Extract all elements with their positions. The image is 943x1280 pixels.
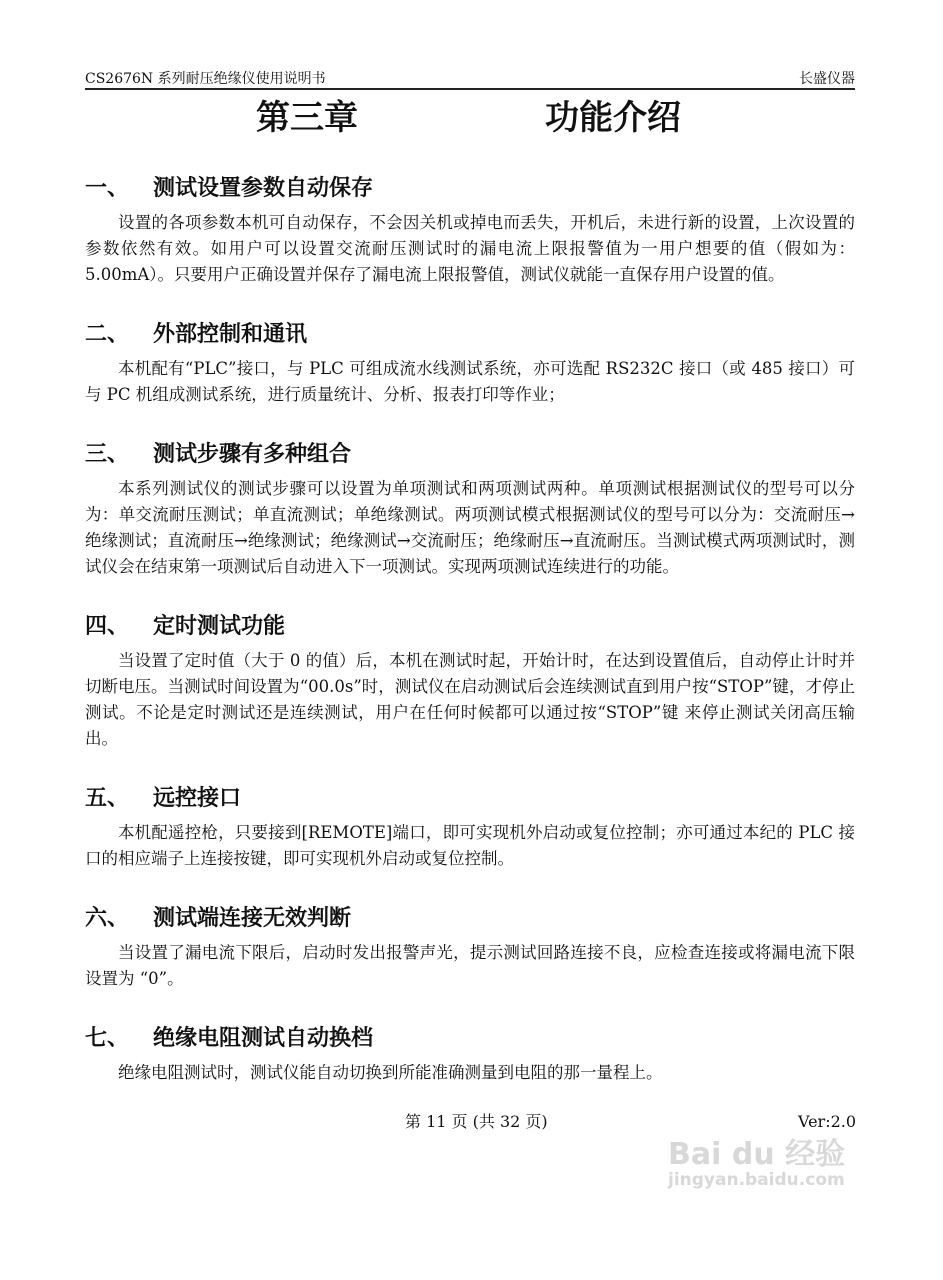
- section-1: [85, 174, 855, 288]
- section-heading: [85, 1024, 855, 1054]
- header-doc-title: CS2676N 系列耐压绝缘仪使用说明书: [85, 71, 326, 87]
- section-title: 远控接口: [153, 786, 242, 811]
- header-company: 长盛仪器: [799, 71, 855, 87]
- section-heading: [85, 612, 855, 642]
- section-heading: [85, 174, 855, 204]
- section-5: [85, 784, 855, 872]
- section-number: 五、: [85, 786, 130, 811]
- section-title: 测试设置参数自动保存: [153, 176, 374, 201]
- section-heading: [85, 440, 855, 470]
- section-title: 定时测试功能: [153, 614, 286, 639]
- watermark-url: jingyan.baidu.com: [668, 1170, 845, 1190]
- section-title: 测试端连接无效判断: [153, 906, 352, 931]
- page-footer: [85, 1110, 855, 1134]
- section-heading: [85, 320, 855, 350]
- chapter-number: 第三章: [256, 98, 358, 138]
- section-title: 测试步骤有多种组合: [153, 442, 352, 467]
- section-body: 绝缘电阻测试时，测试仪能自动切换到所能准确测量到电阻的那一量程上。: [118, 1063, 663, 1082]
- page-number: 第 11 页 (共 32 页): [405, 1112, 548, 1131]
- section-body: 当设置了漏电流下限后，启动时发出报警声光，提示测试回路连接不良，应检查连接或将漏电流下限设置为 “0”。: [85, 943, 855, 988]
- section-number: 七、: [85, 1026, 130, 1051]
- section-number: 一、: [85, 176, 130, 201]
- section-body: 本机配遥控枪，只要接到[REMOTE]端口，即可实现机外启动或复位控制；亦可通过本纪的 PLC 接口的相应端子上连接按键，即可实现机外启动或复位控制。: [85, 823, 855, 868]
- section-title: 外部控制和通讯: [153, 322, 308, 347]
- chapter-name: 功能介绍: [545, 98, 681, 138]
- section-2: [85, 320, 855, 408]
- watermark-brand: Bai du 经验: [668, 1137, 846, 1172]
- section-title: 绝缘电阻测试自动换档: [153, 1026, 374, 1051]
- section-body: 本机配有“PLC”接口，与 PLC 可组成流水线测试系统，亦可选配 RS232C 接口（或 485 接口）可与 PC 机组成测试系统，进行质量统计、分析、报表打印等作业；: [85, 359, 855, 404]
- version-label: Ver:2.0: [798, 1112, 857, 1131]
- section-number: 四、: [85, 614, 130, 639]
- document-page: [85, 0, 855, 1190]
- section-body: 本系列测试仪的测试步骤可以设置为单项测试和两项测试两种。单项测试根据测试仪的型号可以分为：单交流耐压测试；单直流测试；单绝缘测试。两项测试模式根据测试仪的型号可以分为：交流耐压→绝缘测试；直流耐压→绝缘测试；绝缘测试→交流耐压；绝缘耐压→直流耐压。当测试模式两项测试时，测试仪会在结束第一项测试后自动进入下一项测试。实现两项测试连续进行的功能。: [85, 479, 855, 576]
- section-number: 六、: [85, 906, 130, 931]
- section-3: [85, 440, 855, 580]
- section-7: [85, 1024, 855, 1086]
- page-header: [85, 66, 855, 90]
- section-body: 当设置了定时值（大于 0 的值）后，本机在测试时起，开始计时，在达到设置值后，自动停止计时并切断电压。当测试时间设置为“00.0s”时，测试仪在启动测试后会连续测试直到用户按“STOP”键，才停止测试。不论是定时测试还是连续测试，用户在任何时候都可以通过按“STOP”键 来停止测试关闭高压输出。: [85, 651, 855, 748]
- section-heading: [85, 904, 855, 934]
- section-6: [85, 904, 855, 992]
- baidu-watermark: [668, 1138, 855, 1190]
- section-number: 三、: [85, 442, 130, 467]
- chapter-title: [85, 94, 855, 142]
- section-body: 设置的各项参数本机可自动保存，不会因关机或掉电而丢失，开机后，未进行新的设置，上次设置的参数依然有效。如用户可以设置交流耐压测试时的漏电流上限报警值为一用户想要的值（假如为：5.00mA）。只要用户正确设置并保存了漏电流上限报警值，测试仪就能一直保存用户设置的值。: [85, 213, 855, 284]
- section-number: 二、: [85, 322, 130, 347]
- section-4: [85, 612, 855, 752]
- section-heading: [85, 784, 855, 814]
